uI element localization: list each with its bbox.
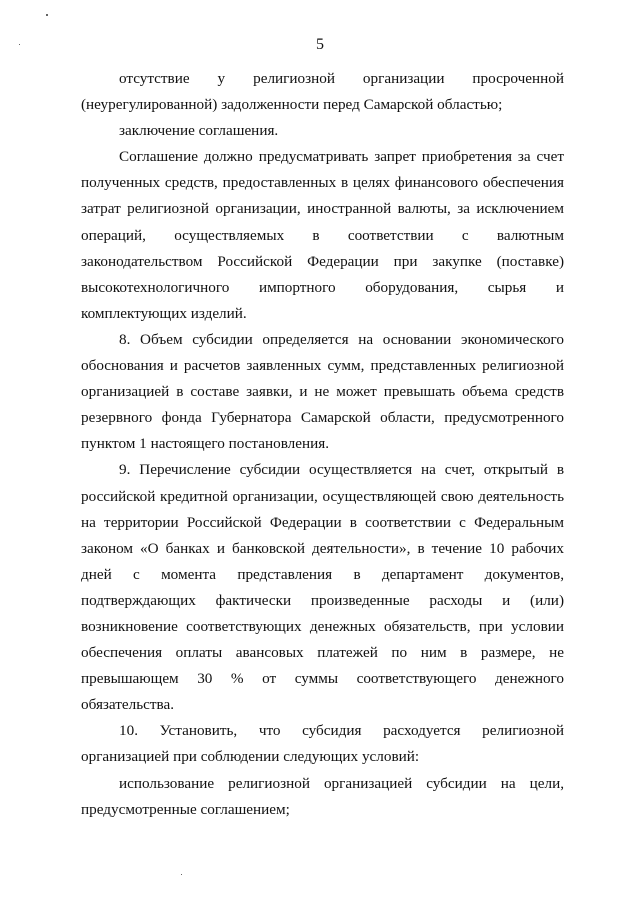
text-line: организацией при соблюдении следующих условий: bbox=[81, 748, 420, 766]
scan-speck bbox=[181, 874, 182, 875]
text-line: возникновение соответствующих денежных обязательств, при условии bbox=[81, 617, 564, 635]
text-line: организацией в составе заявки, и не может превышать объема средств bbox=[81, 383, 564, 401]
text-line: высокотехнологичного импортного оборудования, сырья и bbox=[81, 278, 564, 296]
paragraph bbox=[81, 66, 564, 118]
text-line: использование религиозной организацией субсидии на цели, bbox=[119, 774, 564, 792]
paragraph bbox=[81, 718, 564, 770]
text-line: комплектующих изделий. bbox=[81, 304, 247, 322]
paragraph bbox=[81, 118, 564, 144]
text-line: 8. Объем субсидии определяется на основании экономического bbox=[119, 330, 564, 348]
text-line: законодательством Российской Федерации при закупке (поставке) bbox=[81, 252, 564, 270]
paragraph bbox=[81, 144, 564, 327]
text-line: на территории Российской Федерации в соответствии с Федеральным bbox=[81, 513, 564, 531]
text-line: (неурегулированной) задолженности перед Самарской областью; bbox=[81, 96, 503, 114]
document-body bbox=[81, 66, 564, 823]
text-line: операций, осуществляемых в соответствии с валютным bbox=[81, 226, 564, 244]
scan-speck bbox=[46, 14, 48, 16]
text-line: резервного фонда Губернатора Самарской области, предусмотренного bbox=[81, 409, 564, 427]
paragraph bbox=[81, 457, 564, 718]
text-line: обязательства. bbox=[81, 696, 175, 714]
text-line: 9. Перечисление субсидии осуществляется на счет, открытый в bbox=[119, 461, 564, 479]
text-line: затрат религиозной организации, иностранной валюты, за исключением bbox=[81, 200, 564, 218]
text-line: дней с момента представления в департамент документов, bbox=[81, 565, 564, 583]
text-line: превышающем 30 % от суммы соответствующего денежного bbox=[81, 670, 564, 688]
text-line: российской кредитной организации, осуществляющей свою деятельность bbox=[81, 487, 564, 505]
text-line: заключение соглашения. bbox=[119, 122, 279, 140]
text-line: законом «О банках и банковской деятельности», в течение 10 рабочих bbox=[81, 539, 564, 557]
page-number: 5 bbox=[316, 36, 324, 53]
text-line: пунктом 1 настоящего постановления. bbox=[81, 435, 330, 453]
text-line: полученных средств, предоставленных в целях финансового обеспечения bbox=[81, 174, 564, 192]
text-line: подтверждающих фактически произведенные расходы и (или) bbox=[81, 591, 564, 609]
text-line: предусмотренные соглашением; bbox=[81, 800, 290, 818]
paragraph bbox=[81, 771, 564, 823]
text-line: Соглашение должно предусматривать запрет приобретения за счет bbox=[119, 148, 564, 166]
text-line: отсутствие у религиозной организации просроченной bbox=[119, 70, 564, 87]
text-line: обеспечения оплаты авансовых платежей по ним в размере, не bbox=[81, 644, 564, 662]
paragraph bbox=[81, 327, 564, 457]
text-line: обоснования и расчетов заявленных сумм, представленных религиозной bbox=[81, 357, 564, 375]
text-line: 10. Установить, что субсидия расходуется религиозной bbox=[119, 722, 564, 740]
